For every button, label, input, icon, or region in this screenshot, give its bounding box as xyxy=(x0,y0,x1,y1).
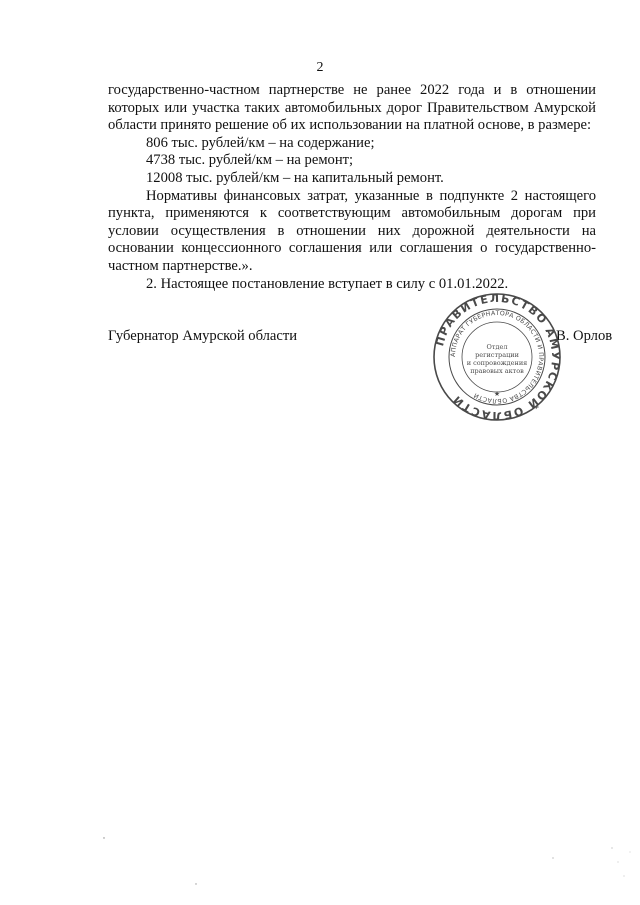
stamp-center-line-3: и сопровождения xyxy=(466,359,528,367)
signatory-title: Губернатор Амурской области xyxy=(108,328,298,344)
stamp-center-line-4: правовых актов xyxy=(470,367,524,375)
rate-capital-repair: 12008 тыс. рублей/км – на капитальный ремонт. xyxy=(146,169,444,186)
rate-maintenance: 806 тыс. рублей/км – на содержание; xyxy=(146,134,375,151)
stamp-center-line-1: Отдел xyxy=(486,343,508,351)
rate-repair: 4738 тыс. рублей/км – на ремонт; xyxy=(146,152,354,169)
paragraph-norms: Нормативы финансовых затрат, указанные в подпункте 2 настоящего пункта, применяются к соответствующим автомобильным дорогам при условии осуществления в отношении них дорожной деятельности на основании концессионного соглашения или соглашения о государственно-частном партнерстве.». xyxy=(108,187,596,274)
stamp-star-mark: ★ xyxy=(493,390,501,398)
signatory-name: В. Орлов xyxy=(556,328,613,344)
stamp-outer-text: ПРАВИТЕЛЬСТВО АМУРСКОЙ ОБЛАСТИ xyxy=(433,292,562,422)
stamp-inner-ring-text: АППАРАТ ГУБЕРНАТОРА ОБЛАСТИ И ПРАВИТЕЛЬСТВА ОБЛАСТИ xyxy=(449,309,545,405)
paragraph-intro: государственно-частном партнерстве не ранее 2022 года и в отношении которых или участка таких автомобильных дорог Правительством Амурской области принято решение об их использовании на платной основе, в размере: xyxy=(108,82,596,134)
paragraph-effective-date: 2. Настоящее постановление вступает в силу с 01.01.2022. xyxy=(146,275,509,292)
stamp-center-line-2: регистрации xyxy=(475,351,519,359)
page-number: 2 xyxy=(316,60,324,75)
